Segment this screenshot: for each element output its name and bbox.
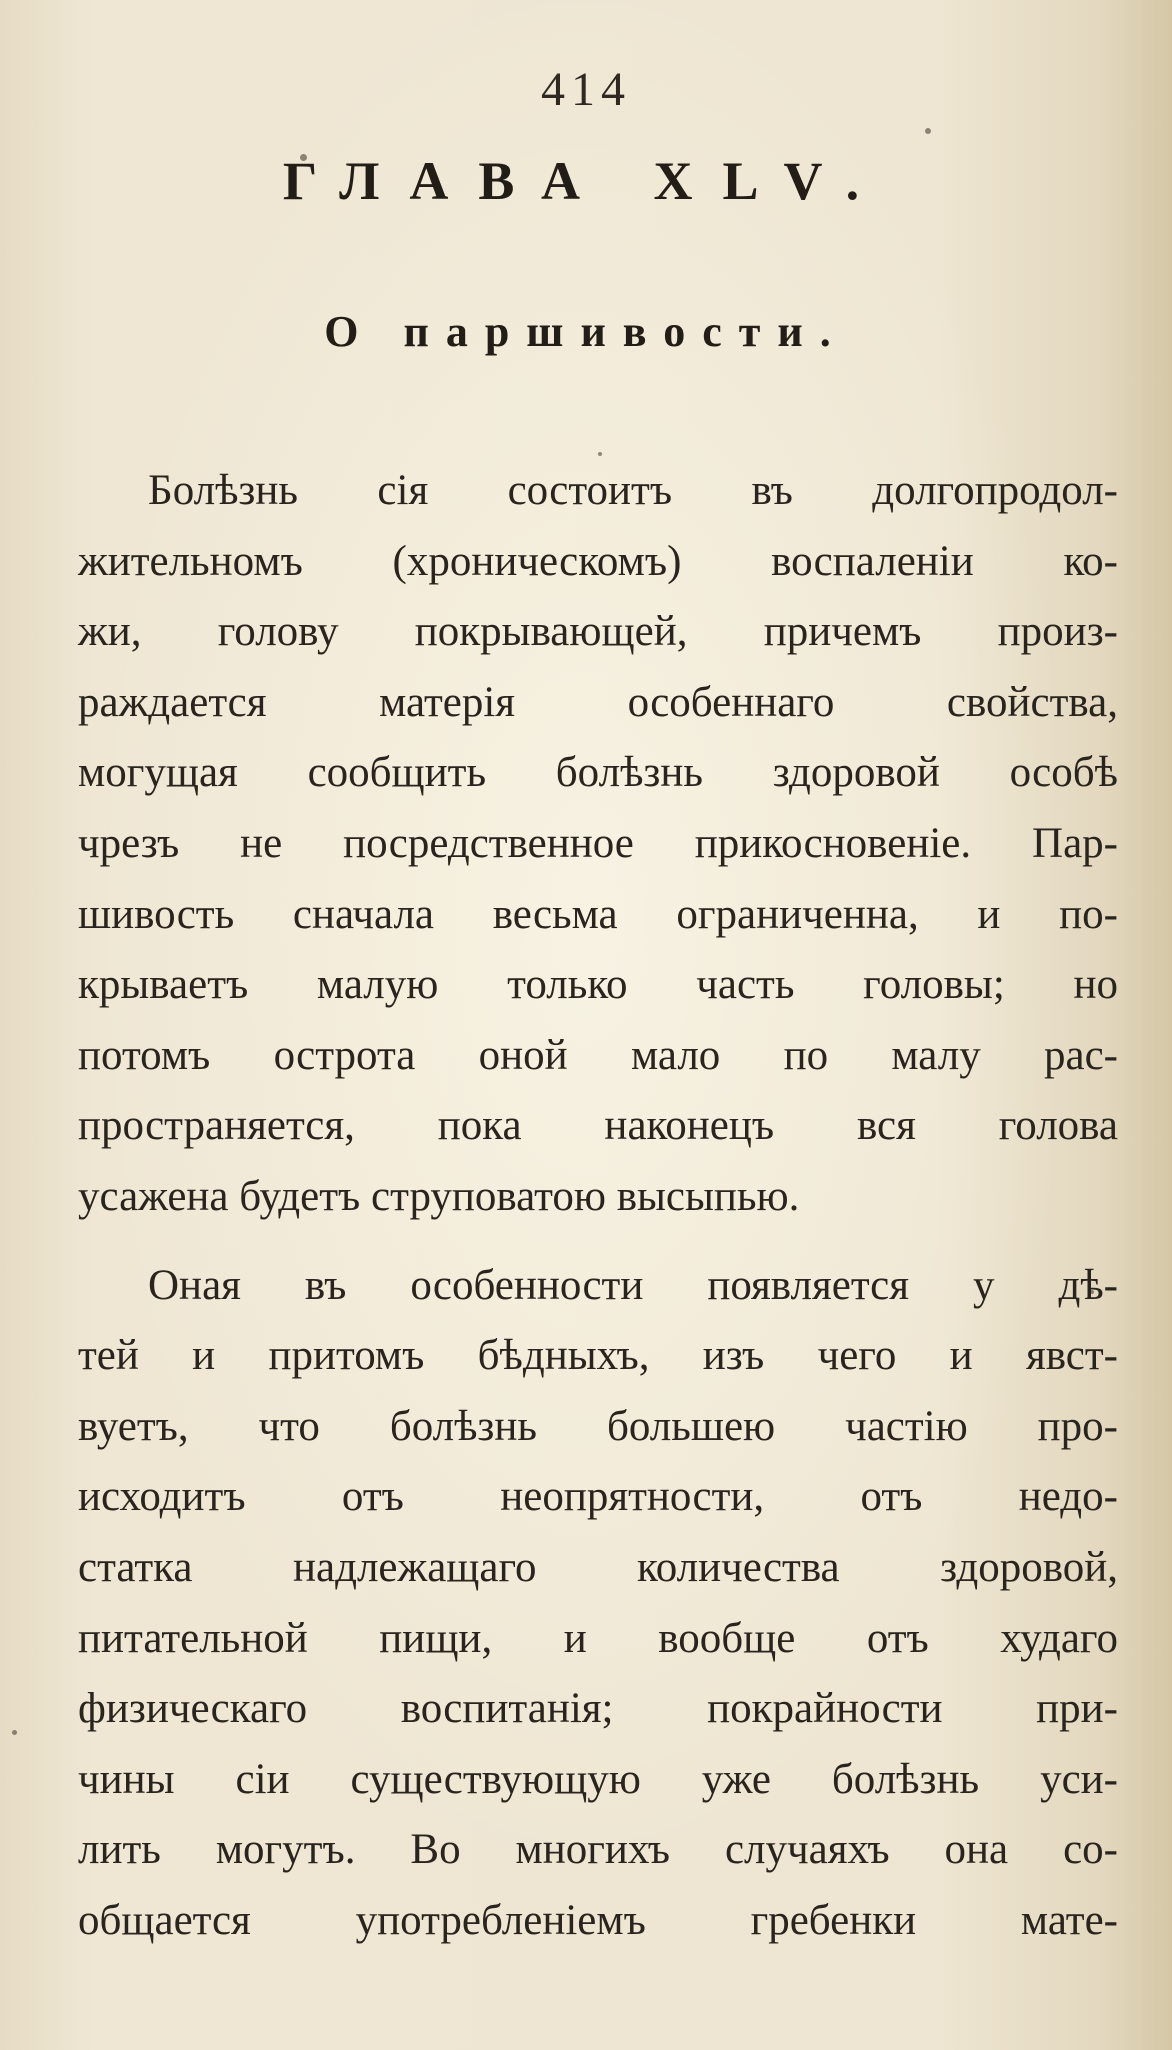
text-line: жительномъ (хроническомъ) воспаленіи ко- [78,537,1118,585]
text-line: чрезъ не посредственное прикосновеніе. Пар- [78,819,1118,867]
text-line: исходитъ отъ неопрятности, отъ недо- [78,1473,1118,1521]
paragraph-gap [78,1233,1118,1251]
text-line: вуетъ, что болѣзнь большею частію про- [78,1402,1118,1450]
text-line: питательной пищи, и вообще отъ худаго [78,1614,1118,1662]
text-line: Болѣзнь сія состоитъ въ долгопродол- [148,467,1118,514]
paragraph-2 [78,1251,1118,1957]
text-line: пространяется, пока наконецъ вся голова [78,1102,1118,1150]
text-line: могущая сообщить болѣзнь здоровой особѣ [78,749,1118,797]
text-line: шивость сначала весьма ограниченна, и по- [78,890,1118,938]
text-line: чины сіи существующую уже болѣзнь уси- [78,1755,1118,1803]
text-line: раждается матерія особеннаго свойства, [78,678,1118,726]
ink-spot [12,1730,17,1735]
text-line: жи, голову покрывающей, причемъ произ- [78,608,1118,656]
text-line: крываетъ малую только часть головы; но [78,961,1118,1009]
text-line: тей и притомъ бѣдныхъ, изъ чего и явст- [78,1332,1118,1380]
text-line: физическаго воспитанія; покрайности при- [78,1685,1118,1733]
text-line: усажена будетъ струповатою высыпью. [78,1172,800,1220]
body-text [78,456,1118,1956]
paragraph-1 [78,456,1118,1233]
section-title: О паршивости. [324,307,848,356]
text-line: Оная въ особенности появляется у дѣ- [148,1261,1118,1309]
text-line: лить могутъ. Во многихъ случаяхъ она со- [78,1826,1118,1874]
chapter-title: ГЛАВА XLV. [282,151,890,211]
text-line: общается употребленіемъ гребенки мате- [78,1896,1118,1944]
ink-spot [925,128,931,134]
text-line: статка надлежащаго количества здоровой, [78,1543,1118,1591]
page-number: 414 [541,63,631,116]
text-line: потомъ острота оной мало по малу рас- [78,1031,1118,1079]
